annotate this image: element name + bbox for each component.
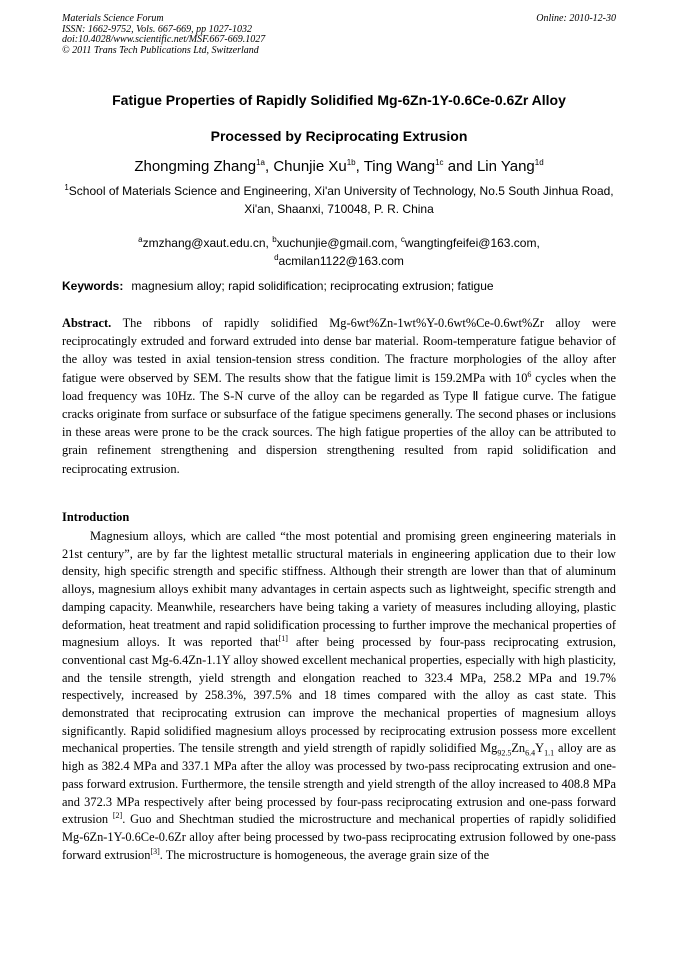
body-text: Magnesium alloys, which are called “the most potential and promising green engineering materials in 21st century”, are by far the lightest metallic structural materials in engineering application due to their low density, high specific strength and specific stiffness. Although their strength are lower than that of aluminum alloys, magnesium alloys exhibit many advantages in certain aspects such as lightweight, specific strength and damping capacity. Meanwhile, researchers have being taking a variety of measures including alloying, plastic deformation, heat treatment and rapid solidification processing to further improve the mechanical properties of magnesium alloys. It was reported that — [62, 529, 616, 650]
journal-header — [62, 14, 616, 56]
email-mark: a — [138, 235, 143, 244]
author-affil-mark: 1a — [256, 158, 265, 167]
affiliation-mark: 1 — [64, 183, 69, 192]
author-separator: and — [443, 158, 477, 175]
author-separator: , — [264, 158, 274, 175]
email-mark: c — [400, 235, 405, 244]
email-address: zmzhang@xaut.edu.cn, — [142, 236, 273, 250]
email-address: xuchunjie@gmail.com, — [276, 236, 401, 250]
formula-subscript: 6.4 — [525, 748, 536, 758]
body-text: . The microstructure is homogeneous, the average grain size of the — [159, 847, 490, 862]
copyright-line: © 2011 Trans Tech Publications Ltd, Switzerland — [62, 44, 259, 56]
citation-ref: [3] — [150, 846, 160, 856]
author-affil-mark: 1d — [534, 158, 544, 167]
author-name: Ting Wang — [363, 158, 436, 175]
author-list — [62, 158, 616, 175]
citation-ref: [2] — [112, 811, 123, 821]
abstract-text: The ribbons of rapidly solidified Mg-6wt%Zn-1wt%Y-0.6wt%Ce-0.6wt%Zr alloy were reciprocatingly extruded and forward extruded into dense bar material. Room-temperature fatigue behavior of the alloy was tested in axial tension-tension stress condition. The fracture morphologies of the alloy after fatigue were observed by SEM. The results show that the fatigue limit is 159.2MPa with 10 — [62, 316, 616, 385]
body-text: alloy are as high as 382.4 MPa and 337.1 MPa after the alloy was processed by two-pass reciprocating extrusion and one-pass forward extrusion. Furthermore, the tensile strength and yield strength of the alloy increased to 408.8 MPa and 372.3 MPa respectively after being processed by four-pass reciprocating extrusion and one-pass forward extrusion — [62, 741, 617, 827]
email-address: acmilan1122@163.com — [278, 254, 404, 268]
author-affil-mark: 1b — [346, 158, 356, 167]
body-text: Zn — [511, 741, 526, 756]
author-affil-mark: 1c — [435, 158, 444, 167]
journal-name: Materials Science Forum — [62, 13, 164, 24]
abstract — [62, 314, 616, 478]
author-name: Chunjie Xu — [273, 158, 347, 175]
affiliation — [62, 182, 616, 218]
doi-line: doi:10.4028/www.scientific.net/MSF.667-669.1027 — [62, 34, 266, 45]
introduction-paragraph — [62, 528, 616, 864]
abstract-text: cycles when the load frequency was 10Hz. The S-N curve of the alloy can be regarded as Type Ⅱ fatigue curve. The fatigue cracks originate from surface or subsurface of the fatigue specimens generally. The second phases or inclusions in these areas were prone to be the crack sources. The high fatigue properties of the alloy can be attributed to grain refinement strengthening and dispersion strengthening resulted from rapid solidification and reciprocating extrusion. — [62, 370, 616, 476]
author-emails — [62, 234, 616, 270]
affiliation-text: School of Materials Science and Engineering, Xi'an University of Technology, No.5 South Jinhua Road, Xi'an, Shaanxi, 710048, P. R. China — [68, 184, 614, 216]
paper-title-line-2: Processed by Reciprocating Extrusion — [210, 128, 468, 144]
issn-line: ISSN: 1662-9752, Vols. 667-669, pp 1027-1032 — [62, 23, 252, 35]
paper-title-line-1: Fatigue Properties of Rapidly Solidified Mg-6Zn-1Y-0.6Ce-0.6Zr Alloy — [112, 92, 566, 108]
keywords-text: magnesium alloy; rapid solidification; reciprocating extrusion; fatigue — [131, 279, 494, 293]
body-text: . Guo and Shechtman studied the microstructure and mechanical properties of rapidly solidified Mg-6Zn-1Y-0.6Ce-0.6Zr alloy after being processed by two-pass reciprocating extrusion followed by one-pass forward extrusion — [62, 812, 616, 862]
keywords — [62, 279, 616, 293]
formula-subscript: 92.5 — [497, 748, 512, 758]
email-address: wangtingfeifei@163.com, — [404, 236, 540, 250]
body-text: Y — [535, 741, 545, 756]
author-separator: , — [355, 158, 364, 175]
section-heading-introduction: Introduction — [62, 510, 130, 524]
citation-ref: [1] — [278, 634, 288, 644]
body-text: after being processed by four-pass reciprocating extrusion, conventional cast Mg-6.4Zn-1.1Y alloy showed excellent mechanical properties, especially with high plasticity, and the tensile strength, yield strength and elongation reached to 323.4 MPa, 258.2 MPa and 19.7% respectively, increased by 258.3%, 397.5% and 18 times compared with the alloy as cast state. This demonstrated that reciprocating extrusion can improve the mechanical properties of magnesium alloys significantly. Rapid solidified magnesium alloys processed by reciprocating extrusion possess more excellent mechanical properties. The tensile strength and yield strength of rapidly solidified Mg — [62, 635, 616, 756]
abstract-exponent: 6 — [527, 369, 532, 379]
abstract-label: Abstract. — [62, 316, 112, 330]
email-mark: b — [272, 235, 277, 244]
author-name: Lin Yang — [476, 158, 535, 175]
author-name: Zhongming Zhang — [134, 158, 257, 175]
keywords-label: Keywords: — [62, 279, 124, 293]
online-date: Online: 2010-12-30 — [536, 13, 616, 24]
formula-subscript: 1.1 — [544, 748, 555, 758]
email-mark: d — [274, 253, 279, 262]
